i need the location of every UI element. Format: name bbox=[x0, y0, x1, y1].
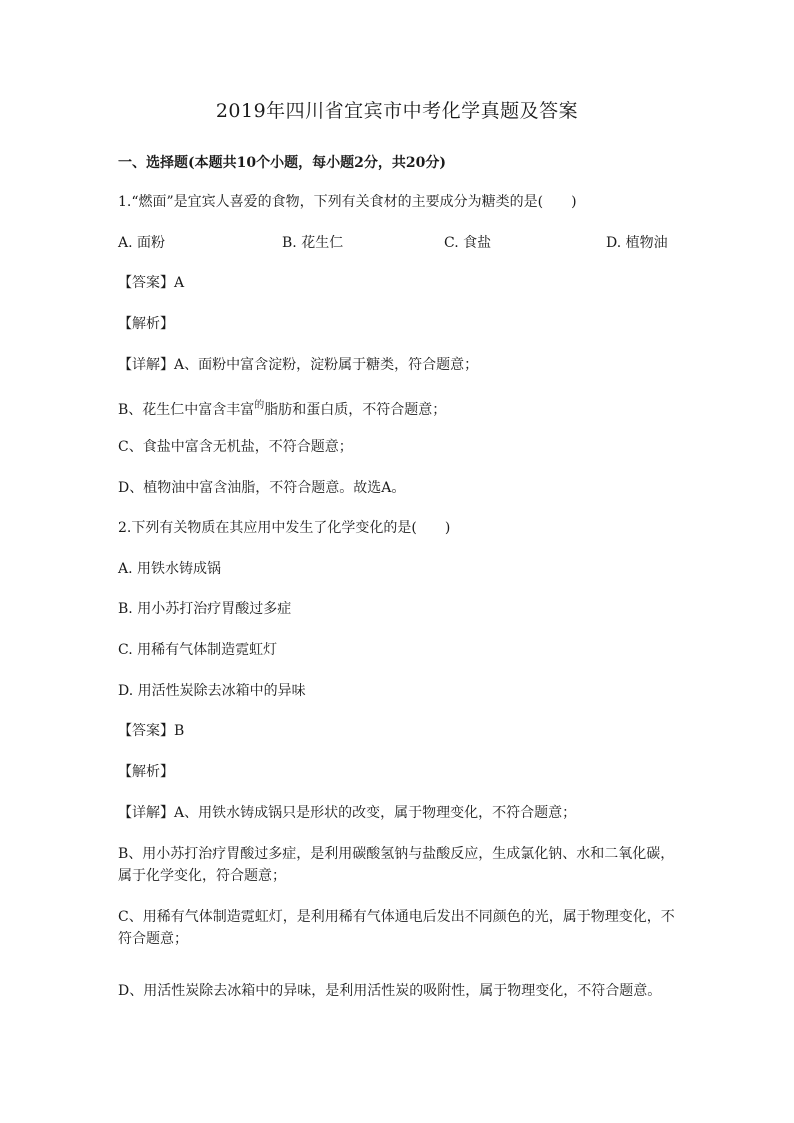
document-title: 2019年四川省宜宾市中考化学真题及答案 bbox=[215, 100, 579, 122]
question-2-detail-c: C、用稀有气体制造霓虹灯，是利用稀有气体通电后发出不同颜色的光，属于物理变化，不符合题意； bbox=[118, 909, 675, 947]
question-1-detail-b-pre: B、花生仁中富含丰富 bbox=[118, 402, 255, 418]
question-2-option-d: D. 用活性炭除去冰箱中的异味 bbox=[118, 683, 306, 699]
question-2-analysis-label: 【解析】 bbox=[118, 764, 174, 780]
question-2-stem: 2.下列有关物质在其应用中发生了化学变化的是( ) bbox=[118, 520, 451, 536]
question-2-detail-a: 【详解】A、用铁水铸成锅只是形状的改变，属于物理变化，不符合题意； bbox=[118, 805, 577, 821]
question-2-option-a: A. 用铁水铸成锅 bbox=[118, 561, 222, 577]
question-1-analysis-label: 【解析】 bbox=[118, 316, 174, 332]
question-1-stem: 1.“燃面”是宜宾人喜爱的食物，下列有关食材的主要成分为糖类的是( ) bbox=[118, 194, 577, 210]
question-1-detail-a: 【详解】A、面粉中富含淀粉，淀粉属于糖类，符合题意； bbox=[118, 357, 479, 373]
question-1-detail-d: D、植物油中富含油脂，不符合题意。故选A。 bbox=[118, 480, 406, 496]
question-1-detail-b-sup: 的 bbox=[254, 400, 265, 411]
section-heading: 一、选择题(本题共10个小题，每小题2分，共20分) bbox=[118, 155, 446, 171]
question-2-detail-b: B、用小苏打治疗胃酸过多症，是利用碳酸氢钠与盐酸反应，生成氯化钠、水和二氧化碳，属于化学变化，符合题意； bbox=[118, 846, 675, 884]
question-1-detail-b bbox=[118, 395, 688, 421]
question-1-answer: 【答案】A bbox=[118, 275, 185, 291]
question-1-detail-b-post: 脂肪和蛋白质，不符合题意； bbox=[264, 402, 447, 418]
question-1-detail-c: C、食盐中富含无机盐，不符合题意； bbox=[118, 439, 353, 455]
question-1-option-a: A. 面粉 bbox=[118, 235, 166, 251]
question-2-option-c: C. 用稀有气体制造霓虹灯 bbox=[118, 642, 278, 658]
question-2-option-b: B. 用小苏打治疗胃酸过多症 bbox=[118, 601, 292, 617]
question-1-option-c: C. 食盐 bbox=[444, 235, 492, 251]
question-1-option-d: D. 植物油 bbox=[606, 235, 668, 251]
question-2-answer: 【答案】B bbox=[118, 723, 185, 739]
question-2-detail-d: D、用活性炭除去冰箱中的异味，是利用活性炭的吸附性，属于物理变化，不符合题意。 bbox=[118, 983, 662, 999]
question-1-option-b: B. 花生仁 bbox=[282, 235, 344, 251]
